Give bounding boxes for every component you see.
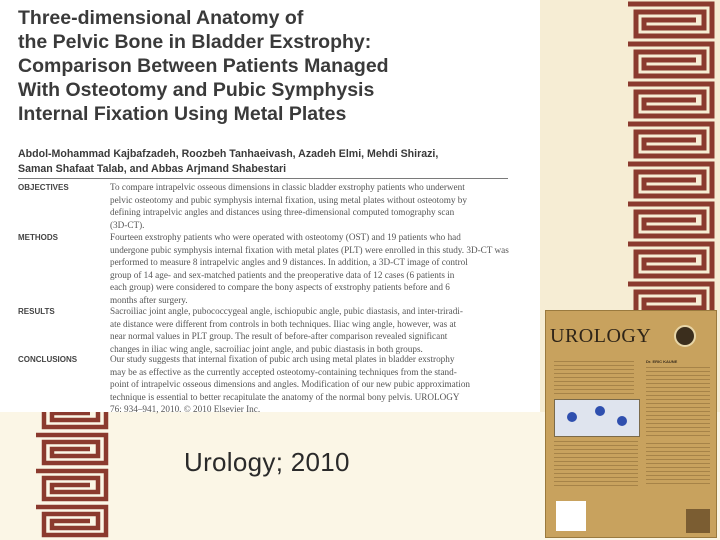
journal-text-column [646, 367, 710, 437]
text-line: changes in iliac wing angle, sacroiliac joint angle, and pubic diastasis in both groups. [110, 343, 423, 354]
text-line: (3D-CT). [110, 219, 145, 230]
text-line: Our study suggests that internal fixation of pubic arch using metal plates in bladder exstrophy [110, 354, 455, 364]
journal-editor-label: Dr. ERIC KAUNE [646, 359, 678, 364]
section-label-conclusions: CONCLUSIONS [18, 355, 78, 364]
journal-text-column [554, 361, 634, 395]
abstract-divider [18, 178, 508, 179]
slide-caption: Urology; 2010 [184, 447, 350, 477]
cover-image-dot [595, 406, 605, 416]
text-line: months after surgery. [110, 294, 188, 305]
text-line: pelvic osteotomy and pubic symphysis internal fixation, using metal plates without osteotomy by [110, 194, 467, 205]
text-line: may be as effective as the currently accepted osteotomy-containing techniques from the stand- [110, 366, 457, 377]
text-line: Fourteen exstrophy patients who were operated with osteotomy (OST) and 19 patients who had [110, 232, 461, 242]
text-line: Sacroiliac joint angle, pubococcygeal angle, ischiopubic angle, pubic diastasis, and inter-triradi- [110, 306, 463, 316]
section-text-conclusions [110, 353, 510, 416]
text-line: 76: 934–941, 2010. © 2010 Elsevier Inc. [110, 404, 261, 414]
decorative-border-right [620, 0, 720, 310]
authors-line: Abdol-Mohammad Kajbafzadeh, Roozbeh Tanhaeivash, Azadeh Elmi, Mehdi Shirazi, [18, 148, 439, 160]
journal-text-column [554, 441, 638, 487]
text-line: point of intrapelvic osseous dimensions and angles. Modification of our new pubic approximation [110, 379, 471, 389]
title-line: Comparison Between Patients Managed [18, 55, 389, 77]
decorative-border-left [30, 395, 112, 540]
section-label-results: RESULTS [18, 307, 55, 316]
section-label-methods: METHODS [18, 233, 58, 242]
journal-header-strip [554, 315, 710, 325]
journal-cover-image [554, 399, 640, 437]
journal-logo-icon [674, 325, 696, 347]
title-line: Internal Fixation Using Metal Plates [18, 103, 347, 125]
section-label-objectives: OBJECTIVES [18, 183, 69, 192]
text-line: technique is essential to better recapitulate the anatomy of the normal bony pelvis. UROLOGY [110, 391, 460, 402]
text-line: performed to measure 8 intrapelvic angles and 9 distances. In addition, a 3D-CT image of control [110, 257, 468, 267]
elsevier-logo-icon [686, 509, 710, 533]
cover-image-dot [567, 412, 577, 422]
journal-name: UROLOGY [550, 325, 652, 347]
section-text-methods [110, 231, 510, 306]
text-line: each group) were considered to compare the bony aspects of exstrophy patients before and 6 [110, 282, 450, 292]
text-line: group of 14 age- and sex-matched patients and the preoperative data of 12 cases (6 patients in [110, 269, 455, 280]
title-line: Three-dimensional Anatomy of [18, 7, 304, 29]
text-line: defining intrapelvic angles and distances using three-dimensional computed tomography scan [110, 207, 455, 217]
journal-text-column [646, 443, 710, 487]
section-text-results [110, 305, 510, 355]
text-line: near normal values in PLT group. The result of before-after comparison revealed significant [110, 331, 448, 341]
journal-cover [545, 310, 717, 538]
title-line: the Pelvic Bone in Bladder Exstrophy: [18, 31, 372, 53]
journal-barcode-box [556, 501, 586, 531]
section-text-objectives [110, 181, 510, 231]
paper-title [18, 6, 528, 126]
title-line: With Osteotomy and Pubic Symphysis [18, 79, 375, 101]
text-line: To compare intrapelvic osseous dimensions in classic bladder exstrophy patients who underwent [110, 182, 465, 192]
text-line: undergone pubic symphysis internal fixation with metal plates (PLT) were enrolled in this study. 3D-CT was [110, 244, 509, 255]
text-line: ate distance were different from controls in both techniques. Iliac wing angle, however, was at [110, 318, 457, 329]
paper-authors [18, 147, 528, 176]
authors-line: Saman Shafaat Talab, and Abbas Arjmand Shabestari [18, 162, 287, 175]
cover-image-dot [617, 416, 627, 426]
